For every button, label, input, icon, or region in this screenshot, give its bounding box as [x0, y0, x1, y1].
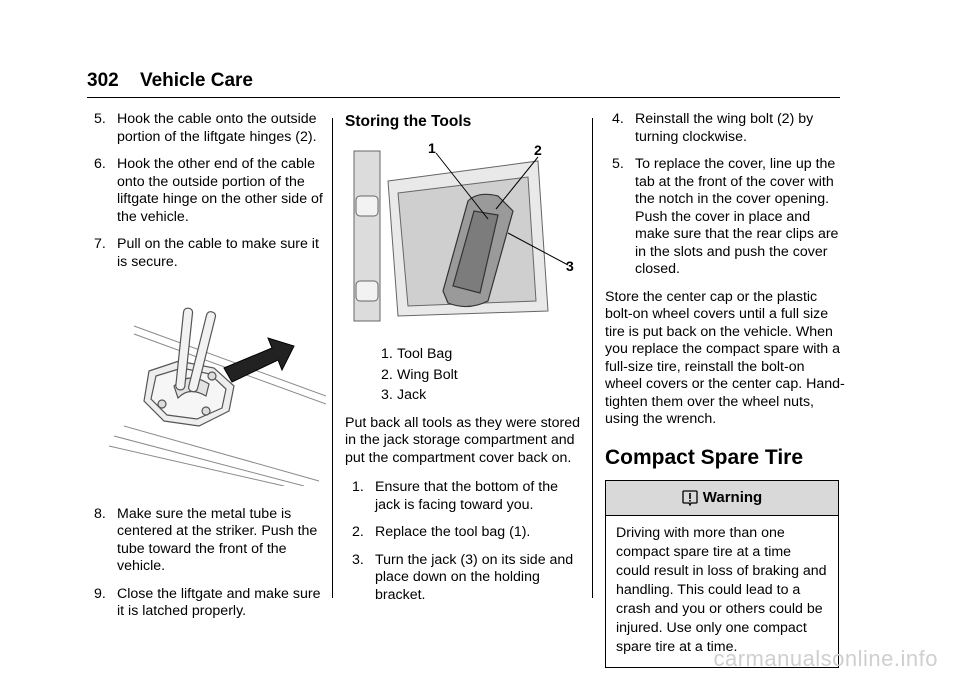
column-divider-1: [332, 118, 333, 598]
striker-illustration: [94, 286, 326, 486]
header-rule: [87, 97, 840, 98]
compact-spare-heading: Compact Spare Tire: [605, 445, 804, 469]
storing-tools-heading: Storing the Tools: [345, 113, 472, 130]
store-step-3: 3. Turn the jack (3) on its side and place down on the holding bracket.: [352, 551, 574, 603]
warning-header: [606, 481, 838, 516]
column-1: [94, 111, 326, 631]
warning-title: Warning: [702, 489, 763, 506]
step-8: 8. Make sure the metal tube is centered at the striker. Push the tube toward the front of the vehicle.: [94, 505, 318, 574]
store-step-2: 2. Replace the tool bag (1).: [352, 524, 531, 540]
column-3: [605, 111, 845, 668]
list-item: 1. Tool Bag: [381, 346, 453, 362]
store-step-1: 1. Ensure that the bottom of the jack is facing toward you.: [352, 479, 558, 513]
callout-3: 3: [566, 257, 574, 274]
callout-2: 2: [534, 141, 542, 158]
step-6: 6. Hook the other end of the cable onto the outside portion of the liftgate hinge on the other side of the vehicle.: [94, 156, 323, 225]
storing-paragraph: Put back all tools as they were stored in the jack storage compartment and put the compartment cover back on.: [345, 414, 581, 466]
wheel-cover-paragraph: Store the center cap or the plastic bolt-on wheel covers until a full size tire is put back on the vehicle. When you replace the compact spare with a full-size tire, reinstall the bolt-on wheel covers or the center cap. Hand-tighten them over the wheel nuts, using the wrench.: [605, 288, 845, 427]
push-arrow-icon: [224, 338, 294, 382]
page-number: 302: [87, 70, 119, 91]
step-9: 9. Close the liftgate and make sure it is latched properly.: [94, 585, 321, 619]
warning-icon: [682, 490, 698, 506]
list-item: 3. Jack: [381, 387, 427, 403]
step-5: 5. Hook the cable onto the outside portion of the liftgate hinges (2).: [94, 111, 317, 145]
list-item: 2. Wing Bolt: [381, 366, 458, 383]
warning-text: Driving with more than one compact spare tire at a time could result in loss of braking and handling. This could lead to a crash and you or others could be injured. Use only one compact spare tire at a time.: [616, 525, 827, 655]
column-divider-2: [592, 118, 593, 598]
tools-legend: [345, 346, 581, 405]
store-step-5: 5. To replace the cover, line up the tab at the front of the cover with the notch in the cover opening. Push the cover in place and make sure that the rear clips are in the slots and push the cover closed.: [612, 156, 839, 277]
page-header: [87, 70, 253, 92]
section-title: Vehicle Care: [139, 70, 254, 91]
watermark: carmanualsonline.info: [713, 646, 938, 671]
jack-storage-illustration: [348, 141, 574, 329]
column-2: [345, 111, 581, 614]
callout-1: 1: [428, 140, 436, 156]
step-7: 7. Pull on the cable to make sure it is secure.: [94, 236, 319, 270]
warning-box: [605, 480, 839, 668]
store-step-4: 4. Reinstall the wing bolt (2) by turning clockwise.: [612, 111, 814, 145]
